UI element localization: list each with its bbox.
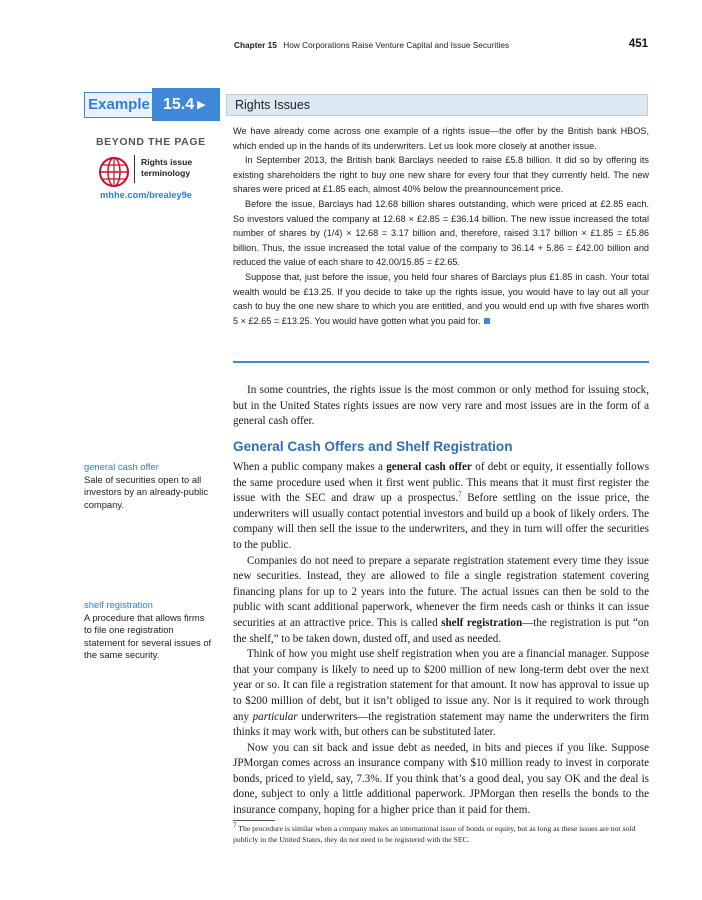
page-number: 451 [628, 38, 648, 50]
example-label: Example [84, 92, 154, 118]
footnote-ref[interactable]: 7 [458, 490, 462, 499]
globe-icon [98, 156, 130, 188]
beyond-the-page-heading: BEYOND THE PAGE [96, 136, 206, 148]
intro-paragraph: In some countries, the rights issue is the most common or only method for issuing stock, but in the United States rights issues are now very rare and most issues are in the form of a general cash offer. [233, 384, 649, 428]
main-body [233, 460, 649, 819]
square-end-marker-icon [484, 318, 490, 324]
running-head [234, 40, 648, 54]
example-paragraph: Before the issue, Barclays had 12.68 billion shares outstanding, which were priced at £2.85 each. So investors valued the company at 12.68 × £2.85 = £36.14 billion. The new issue increased the total number of shares by (1/4) × 12.68 = 3.17 billion and, therefore, raised 3.17 billion × £1.85 = £5.86 billion. Thus, the issue increased the total value of the company to 36.14 + 5.86 = £42.00 billion and reduced the value of each share to 42.00/15.85 = £2.65. [233, 198, 649, 268]
glossary-definition: Sale of securities open to all investors by an already-public company. [84, 473, 209, 510]
beyond-the-page-link[interactable]: mhhe.com/brealey9e [100, 190, 192, 200]
example-bottom-rule [233, 361, 649, 363]
chapter-title: How Corporations Raise Venture Capital and Issue Securities [283, 40, 510, 50]
section-heading: General Cash Offers and Shelf Registration [233, 439, 513, 454]
body-paragraph: Companies do not need to prepare a separate registration statement every time they issue new securities. Instead, they are allowed to file a single registration statement covering financing plans for up to 2 years into the future. The actual issues can then be sold to the public with scant additional paperwork, whenever the firm needs cash or thinks it can issue securities at an attractive price. This is called shelf registration—the registration is put “on the shelf,” to be taken down, dusted off, and used as needed. [233, 554, 649, 645]
key-term: general cash offer [386, 461, 472, 473]
example-body [233, 124, 649, 328]
glossary-definition: A procedure that allows firms to file one registration statement for several issues of the same security. [84, 611, 212, 661]
divider [134, 155, 135, 183]
example-number: 15.4 [163, 96, 195, 113]
body-paragraph: Think of how you might use shelf registration when you are a financial manager. Suppose that your company is likely to need up to $200 million of new long-term debt over the next year or so. It can file a registration statement for that amount. It now has approval to issue up to $200 million of debt, but it isn’t obliged to issue any. Nor is it required to work through any particular underwriters—the registration statement may name the underwriters the firm thinks it may work with, but others can be substituted later. [233, 648, 649, 739]
body-paragraph: When a public company makes a general cash offer of debt or equity, it essentially follows the same procedure used when it first went public. This means that it must first register the issue with the SEC and draw up a prospectus.$^7$ Before settling on the issue price, the underwriters will usually contact potential investors and build up a book of likely orders. The company will then sell the issue to the underwriters, and they in turn will offer the securities to the public. [233, 461, 650, 551]
footnote [233, 821, 649, 846]
example-number-badge [152, 88, 220, 121]
glossary-entry-general-cash-offer [84, 461, 212, 511]
play-arrow-icon: ▶ [197, 99, 206, 111]
chapter-number: Chapter 15 [234, 40, 277, 50]
footnote-number: 7 [233, 821, 237, 830]
example-paragraph: We have already come across one example of a rights issue—the offer by the British bank HBOS, which ended up in the hands of its underwriters. Let us look more closely at another issue. [233, 126, 649, 151]
example-title: Rights Issues [226, 94, 648, 116]
example-paragraph: Suppose that, just before the issue, you held four shares of Barclays plus £1.85 in cash. Your total wealth would be £13.25. If you decide to take up the rights issue, you would have to lay out all your cash to buy the one new share to which you are entitled, and you would end up with five shares worth 5 × £2.65 = £13.25. You would have gotten what you paid for. [233, 271, 649, 326]
key-term: shelf registration [441, 616, 523, 629]
glossary-entry-shelf-registration [84, 599, 212, 662]
footnote-text: The procedure is similar when a company makes an international issue of bonds or equity, but as long as these issues are not sold publicly in the United States, they do not need to be registered with the SEC. [233, 824, 636, 844]
example-paragraph: In September 2013, the British bank Barclays needed to raise £5.8 billion. It did so by offering its existing shareholders the right to buy one new share for every four that they currently held. The new shares were priced at £1.85 each, almost 40% below the preannouncement price. [233, 155, 649, 195]
glossary-term: shelf registration [84, 599, 153, 610]
emphasis: particular [252, 710, 298, 723]
beyond-the-page-topic: Rights issue terminology [141, 157, 193, 178]
body-paragraph: Now you can sit back and issue debt as needed, in bits and pieces if you like. Suppose JPMorgan comes across an insurance company with $10 million ready to invest in corporate bonds, priced to yield, say, 7.3%. If you think that’s a good deal, you say OK and the deal is done, subject to only a little additional paperwork. JPMorgan then resells the bonds to the insurance company, hoping for a higher price than it paid for them. [233, 741, 649, 817]
footnote-rule [233, 820, 275, 821]
glossary-term: general cash offer [84, 461, 159, 472]
